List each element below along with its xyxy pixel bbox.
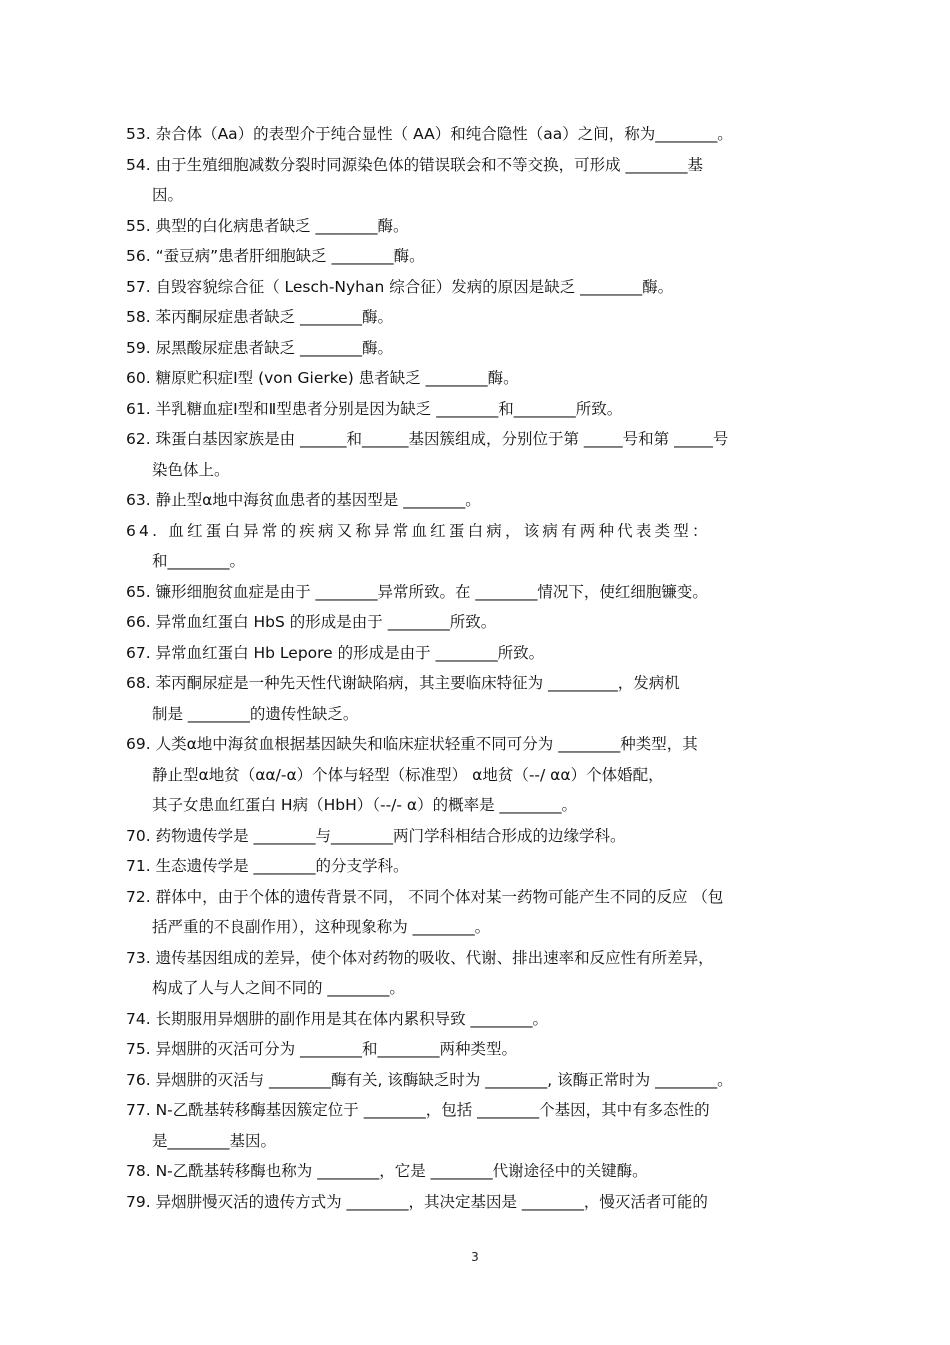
text-line: 54. 由于生殖细胞减数分裂时同源染色体的错误联会和不等交换，可形成 ________基: [126, 155, 704, 174]
text-line: 53. 杂合体（Aa）的表型介于纯合显性（ AA）和纯合隐性（aa）之间，称为________。: [126, 125, 733, 143]
text-line: 61. 半乳糖血症Ⅰ型和Ⅱ型患者分别是因为缺乏 ________和________所致。: [126, 399, 623, 418]
text-line: 68. 苯丙酮尿症是一种先天性代谢缺陷病，其主要临床特征为 _________，发病机: [126, 674, 680, 692]
text-line: 58. 苯丙酮尿症患者缺乏 ________酶。: [126, 308, 394, 326]
text-line: 63. 静止型α地中海贫血患者的基因型是 ________。: [126, 491, 481, 509]
text-line: 56. “蚕豆病”患者肝细胞缺乏 ________酶。: [126, 247, 425, 265]
text-line: 57. 自毁容貌综合征（ Lesch-Nyhan 综合征）发病的原因是缺乏 ________酶。: [126, 277, 674, 296]
text-line: 59. 尿黑酸尿症患者缺乏 ________酶。: [126, 338, 394, 357]
question-list: [126, 119, 838, 1217]
text-line: 74. 长期服用异烟肼的副作用是其在体内累积导致 ________。: [126, 1009, 549, 1028]
text-line: 72. 群体中，由于个体的遗传背景不同， 不同个体对某一药物可能产生不同的反应 （包: [126, 887, 724, 906]
text-line: 60. 糖原贮积症Ⅰ型 (von Gierke) 患者缺乏 ________酶。: [126, 369, 519, 387]
text-line: 78. N-乙酰基转移酶也称为 ________，它是 ________代谢途径中的关键酶。: [126, 1162, 648, 1180]
text-line-continuation: 因。: [152, 186, 184, 204]
text-line: 70. 药物遗传学是 ________与________两门学科相结合形成的边缘学科。: [126, 826, 626, 845]
text-line: 76. 异烟肼的灭活与 ________酶有关, 该酶缺乏时为 ________, 该酶正常时为 ________。: [126, 1070, 733, 1089]
text-line: 65. 镰形细胞贫血症是由于 ________异常所致。在 ________情况下，使红细胞镰变。: [126, 582, 708, 601]
text-line: 66. 异常血红蛋白 HbS 的形成是由于 ________所致。: [126, 613, 497, 631]
page-number: 3: [471, 1250, 479, 1264]
text-line-continuation: 构成了人与人之间不同的 ________。: [152, 979, 405, 997]
text-line-continuation: 其子女患血红蛋白 H病（HbH）（--/- α）的概率是 ________。: [152, 796, 578, 814]
text-line-continuation: 染色体上。: [152, 460, 230, 479]
text-line: 77. N-乙酰基转移酶基因簇定位于 ________，包括 ________个基因，其中有多态性的: [126, 1101, 710, 1119]
text-line: 73. 遗传基因组成的差异，使个体对药物的吸收、代谢、排出速率和反应性有所差异，: [126, 948, 714, 967]
text-line: 71. 生态遗传学是 ________的分支学科。: [126, 857, 409, 875]
text-line-continuation: 静止型α地贫（αα/-α）个体与轻型（标准型） α地贫（--/ αα）个体婚配，: [152, 765, 664, 784]
text-line: 75. 异烟肼的灭活可分为 ________和________两种类型。: [126, 1040, 518, 1058]
text-line: 69. 人类α地中海贫血根据基因缺失和临床症状轻重不同可分为 ________种类型，其: [126, 735, 698, 753]
text-line-continuation: 是________基因。: [152, 1131, 277, 1150]
text-line-continuation: 制是 ________的遗传性缺乏。: [152, 704, 359, 723]
text-line: 62. 珠蛋白基因家族是由 ______和______基因簇组成，分别位于第 _____号和第 _____号: [126, 430, 729, 448]
text-line: 79. 异烟肼慢灭活的遗传方式为 ________，其决定基因是 ________，慢灭活者可能的: [126, 1192, 708, 1211]
text-line: 67. 异常血红蛋白 Hb Lepore 的形成是由于 ________所致。: [126, 643, 545, 662]
text-line: 64. 血红蛋白异常的疾病又称异常血红蛋白病，该病有两种代表类型：: [126, 521, 711, 540]
text-line: 55. 典型的白化病患者缺乏 ________酶。: [126, 216, 409, 235]
text-line-continuation: 括严重的不良副作用），这种现象称为 ________。: [152, 918, 491, 936]
text-line-continuation: 和________。: [152, 552, 246, 570]
